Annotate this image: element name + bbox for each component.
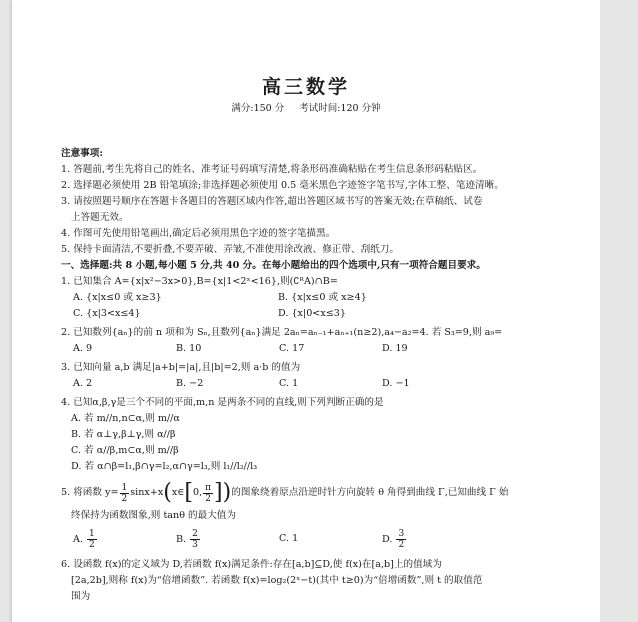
option-d: D. 19 [382, 343, 408, 354]
option-b: B. 10 [176, 343, 202, 354]
document-body [61, 146, 521, 605]
page-title: 高三数学 [261, 76, 350, 98]
question-2-stem: 2. 已知数列{aₙ}的前 n 项和为 Sₙ,且数列{aₙ}满足 2aₙ=aₙ₋₁+aₙ₊₁(n≥2),a₄−a₂=4. 若 S₃=9,则 a₉= [61, 327, 503, 338]
question-1-options [61, 290, 521, 306]
option-c: C. 1 [279, 533, 299, 544]
option-c: C. 若 α//β,m⊂α,则 m//β [71, 445, 179, 456]
notice-heading: 注意事项: [61, 148, 103, 159]
fraction: $\frac{\pi}{2}$ [205, 482, 212, 504]
option-d: D. $\frac{3}{2}$ [382, 528, 405, 550]
option-b: B. $\frac{2}{3}$ [176, 528, 198, 550]
option-d: D. −1 [382, 378, 410, 389]
full-score: 满分:150 分 [231, 103, 285, 114]
fraction: $\frac{1}{2}$ [121, 482, 128, 504]
question-5-stem-cont: 终保持为函数图象,则 tanθ 的最大值为 [71, 510, 236, 521]
notice-item: 5. 保持卡面清洁,不要折叠,不要弄破、弄皱,不准使用涂改液、修正带、刮纸刀。 [61, 244, 399, 255]
question-6-stem: 6. 设函数 f(x)的定义域为 D,若函数 f(x)满足条件:存在[a,b]⊆D,使 f(x)在[a,b]上的值域为 [61, 559, 442, 570]
exam-time: 考试时间:120 分钟 [299, 103, 381, 114]
question-3-options [61, 376, 521, 392]
question-4-stem: 4. 已知α,β,γ是三个不同的平面,m,n 是两条不同的直线,则下列判断正确的是 [61, 397, 384, 408]
option-a: A. $\frac{1}{2}$ [73, 528, 95, 550]
option-a: A. {x|x≤0 或 x≥3} [73, 292, 162, 303]
option-a: A. 若 m//n,n⊂α,则 m//α [71, 413, 180, 424]
notice-item: 2. 选择题必须使用 2B 铅笔填涂;非选择题必须使用 0.5 毫米黑色字迹签字笔书写,字体工整、笔迹清晰。 [61, 180, 504, 191]
exam-info [12, 100, 600, 114]
question-5-stem: 5. 将函数 y= $\frac{1}{2}$ sinx+x ( x∈ [ 0, $\frac{\pi}{2}$ ] ) 的图象绕着原点沿逆时针方向旋转 θ 角得到曲线 Γ,已知曲线 Γ 始 [61, 480, 509, 505]
option-d: D. 若 α∩β=l₁,β∩γ=l₂,α∩γ=l₃,则 l₁//l₂//l₃ [71, 461, 258, 472]
notice-item: 4. 作图可先使用铅笔画出,确定后必须用黑色字迹的签字笔描黑。 [61, 228, 336, 239]
question-3-stem: 3. 已知向量 a,b 满足|a+b|=|a|,且|b|=2,则 a·b 的值为 [61, 362, 301, 373]
question-1-stem: 1. 已知集合 A={x|x²−3x>0},B={x|1<2ˣ<16},则(∁ᴿA)∩B= [61, 276, 338, 287]
viewer-background [600, 0, 638, 622]
question-6-stem-cont: [2a,2b],则称 f(x)为“倍增函数”. 若函数 f(x)=log₂(2ˣ−t)(其中 t≥0)为“倍增函数”,则 t 的取值范 [71, 575, 483, 586]
notice-item: 1. 答题前,考生先将自己的姓名、准考证号码填写清楚,将条形码准确粘贴在考生信息条形码粘贴区。 [61, 164, 483, 175]
option-c: C. {x|3<x≤4} [73, 308, 141, 319]
option-c: C. 1 [279, 378, 299, 389]
option-b: B. 若 α⊥γ,β⊥γ,则 α//β [71, 429, 176, 440]
question-2-options [61, 341, 521, 357]
notice-item: 3. 请按照题号顺序在答题卡各题目的答题区域内作答,超出答题区域书写的答案无效;在草稿纸、试卷 [61, 196, 483, 207]
option-a: A. 9 [73, 343, 93, 354]
option-d: D. {x|0<x≤3} [278, 308, 346, 319]
notice-item: 上答题无效。 [71, 212, 129, 223]
question-1-options [61, 306, 521, 322]
option-c: C. 17 [279, 343, 305, 354]
option-a: A. 2 [73, 378, 93, 389]
option-b: B. −2 [176, 378, 204, 389]
option-b: B. {x|x≤0 或 x≥4} [278, 292, 367, 303]
question-6-stem-cont: 围为 [71, 591, 91, 602]
document-page [12, 0, 600, 622]
section-heading: 一、选择题:共 8 小题,每小题 5 分,共 40 分。在每小题给出的四个选项中,只有一项符合题目要求。 [61, 260, 486, 271]
question-5-options [61, 524, 521, 554]
